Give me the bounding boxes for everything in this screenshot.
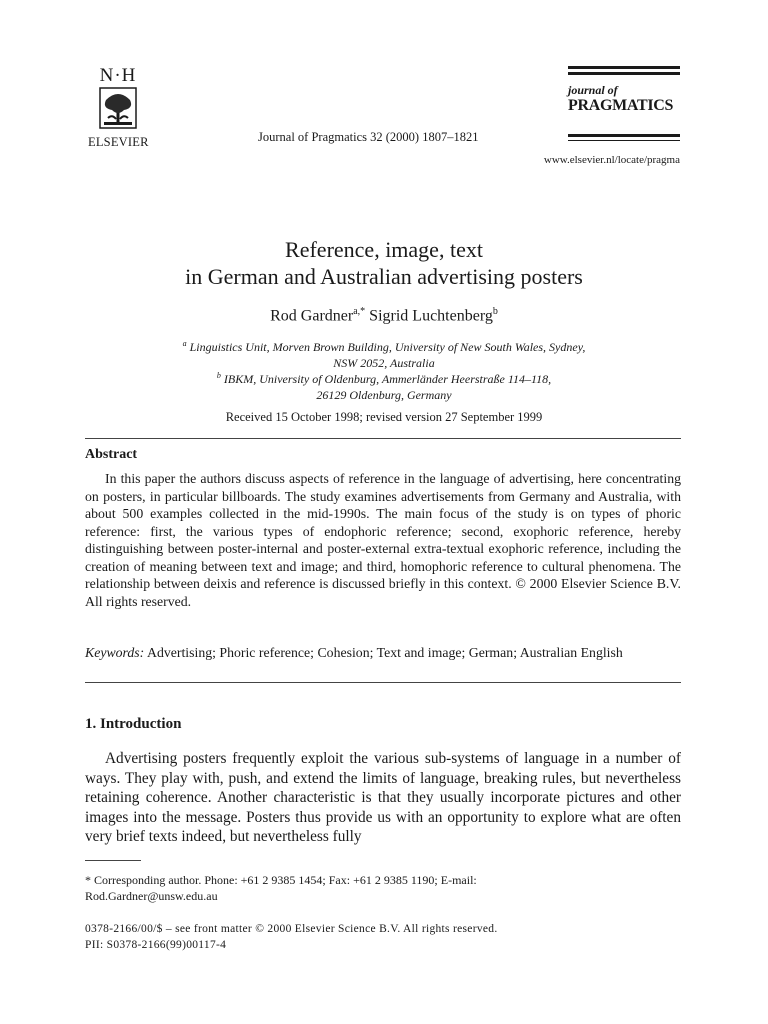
journal-citation: Journal of Pragmatics 32 (2000) 1807–1821 xyxy=(258,130,479,144)
title-line: in German and Australian advertising posters xyxy=(185,264,583,289)
affil-line: NSW 2052, Australia xyxy=(333,356,435,370)
header-rule xyxy=(568,72,680,75)
footnote-rule xyxy=(85,860,141,861)
affil-mark: b xyxy=(216,371,221,380)
publisher-name: ELSEVIER xyxy=(88,135,149,149)
header-rule xyxy=(568,140,680,141)
divider xyxy=(85,438,681,439)
pii-line: PII: S0378-2166(99)00117-4 xyxy=(85,939,227,951)
author-marks: a,* xyxy=(353,306,366,317)
title-line: Reference, image, text xyxy=(285,237,483,262)
section-heading: 1. Introduction xyxy=(85,716,182,732)
abstract-text: In this paper the authors discuss aspects of reference in the language of advertising, here concentrating on posters, in particular billboards. The study examines advertisements from Germany and Australia, with about 500 examples collected in the mid-1990s. The main focus of the study is on types of phoric reference: first, the various types of endophoric reference; second, exophoric reference, hereby distinguishing between poster-internal and poster-external extra-textual exophoric reference, including the creation of meaning between text and image; and third, homophoric reference to cultural phenomena. The relationship between deixis and reference is discussed briefly in this context. © 2000 Elsevier Science B.V. All rights reserved. xyxy=(85,471,681,609)
keywords-list: Advertising; Phoric reference; Cohesion; Text and image; German; Australian English xyxy=(146,645,623,660)
footnote xyxy=(85,872,681,904)
received-dates: Received 15 October 1998; revised version 27 September 1999 xyxy=(225,410,543,424)
affiliation-a xyxy=(0,336,768,371)
front-matter-line: 0378-2166/00/$ – see front matter © 2000 Elsevier Science B.V. All rights reserved. xyxy=(85,923,498,935)
keywords-label: Keywords: xyxy=(85,645,145,660)
footnote-line: * Corresponding author. Phone: +61 2 9385 1454; Fax: +61 2 9385 1190; E-mail: xyxy=(85,873,477,887)
logo-monogram: N·H xyxy=(99,65,137,86)
affil-mark: a xyxy=(182,339,187,348)
affil-line: Linguistics Unit, Morven Brown Building, University of New South Wales, Sydney, xyxy=(189,340,586,354)
journal-website[interactable]: www.elsevier.nl/locate/pragma xyxy=(543,154,680,166)
affiliation-b xyxy=(0,368,768,403)
author-name: Sigrid Luchtenberg xyxy=(369,307,493,325)
affil-line: 26129 Oldenburg, Germany xyxy=(316,388,452,402)
footnote-email[interactable]: Rod.Gardner@unsw.edu.au xyxy=(85,889,218,903)
journal-logo xyxy=(568,83,673,113)
author-list xyxy=(0,306,768,325)
body-paragraph: Advertising posters frequently exploit the various sub-systems of language in a number of ways. They play with, push, and extend the limits of language, breaking rules, but nevertheless retaining coherence. Another characteristic is that they usually incorporate pictures and other images into the message. Posters thus provide us with an opportunity to explore what are often very brief texts indeed, but nevertheless fully xyxy=(85,750,681,845)
journal-logo-big: PRAGMATICS xyxy=(568,97,674,114)
abstract-heading: Abstract xyxy=(85,447,138,462)
affil-line: IBKM, University of Oldenburg, Ammerländer Heerstraße 114–118, xyxy=(223,372,552,386)
header-rule xyxy=(568,66,680,69)
article-title xyxy=(0,236,768,290)
front-matter xyxy=(85,921,681,953)
publisher-logo xyxy=(88,66,148,150)
elsevier-tree-icon xyxy=(98,86,138,130)
journal-logo-small: journal of xyxy=(568,83,618,97)
author-name: Rod Gardner xyxy=(270,307,354,325)
header-rule xyxy=(568,134,680,137)
author-marks: b xyxy=(492,306,498,317)
divider xyxy=(85,682,681,683)
keywords xyxy=(85,644,681,662)
